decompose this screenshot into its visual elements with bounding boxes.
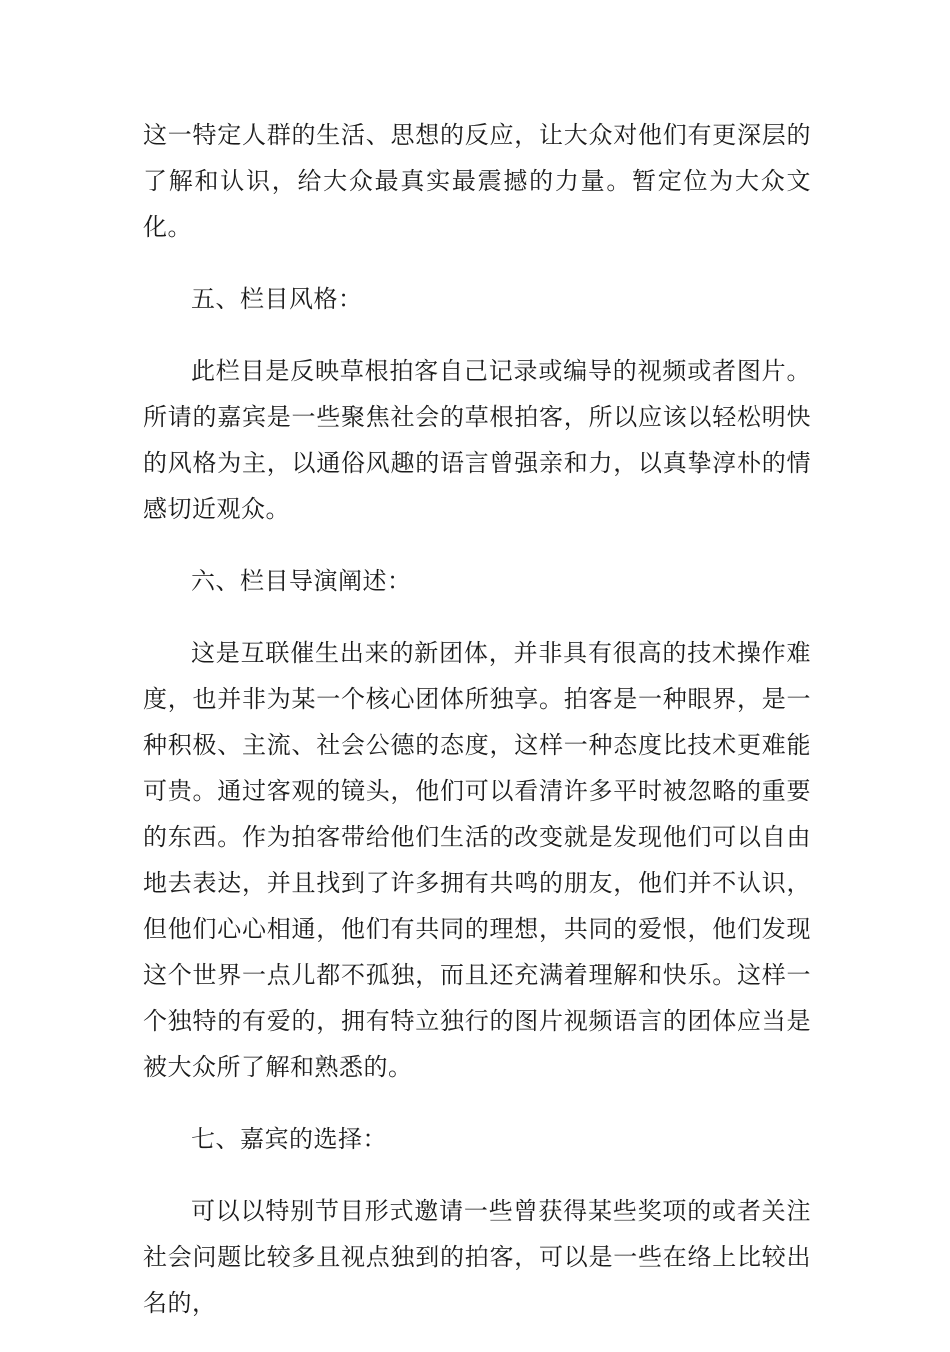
paragraph-style: 此栏目是反映草根拍客自己记录或编导的视频或者图片。所请的嘉宾是一些聚焦社会的草根拍客，所以应该以轻松明快的风格为主，以通俗风趣的语言曾强亲和力，以真挚淳朴的情感切近观众。: [143, 357, 811, 523]
paragraph-director: 这是互联催生出来的新团体，并非具有很高的技术操作难度，也并非为某一个核心团体所独享。拍客是一种眼界，是一种积极、主流、社会公德的态度，这样一种态度比技术更难能可贵。通过客观的镜头，他们可以看清许多平时被忽略的重要的东西。作为拍客带给他们生活的改变就是发现他们可以自由地去表达，并且找到了许多拥有共鸣的朋友，他们并不认识，但他们心心相通，他们有共同的理想，共同的爱恨，他们发现这个世界一点儿都不孤独，而且还充满着理解和快乐。这样一个独特的有爱的，拥有特立独行的图片视频语言的团体应当是被大众所了解和熟悉的。: [143, 639, 811, 1081]
document-body: [143, 112, 811, 1352]
paragraph-intro: 这一特定人群的生活、思想的反应，让大众对他们有更深层的了解和认识，给大众最真实最震撼的力量。暂定位为大众文化。: [143, 121, 811, 241]
section-heading-director: 六、栏目导演阐述：: [191, 567, 412, 595]
paragraph-guests: 可以以特别节目形式邀请一些曾获得某些奖项的或者关注社会问题比较多且视点独到的拍客，可以是一些在络上比较出名的，: [143, 1197, 811, 1317]
section-heading-guests: 七、嘉宾的选择：: [191, 1125, 387, 1153]
section-heading-style: 五、栏目风格：: [191, 285, 363, 313]
